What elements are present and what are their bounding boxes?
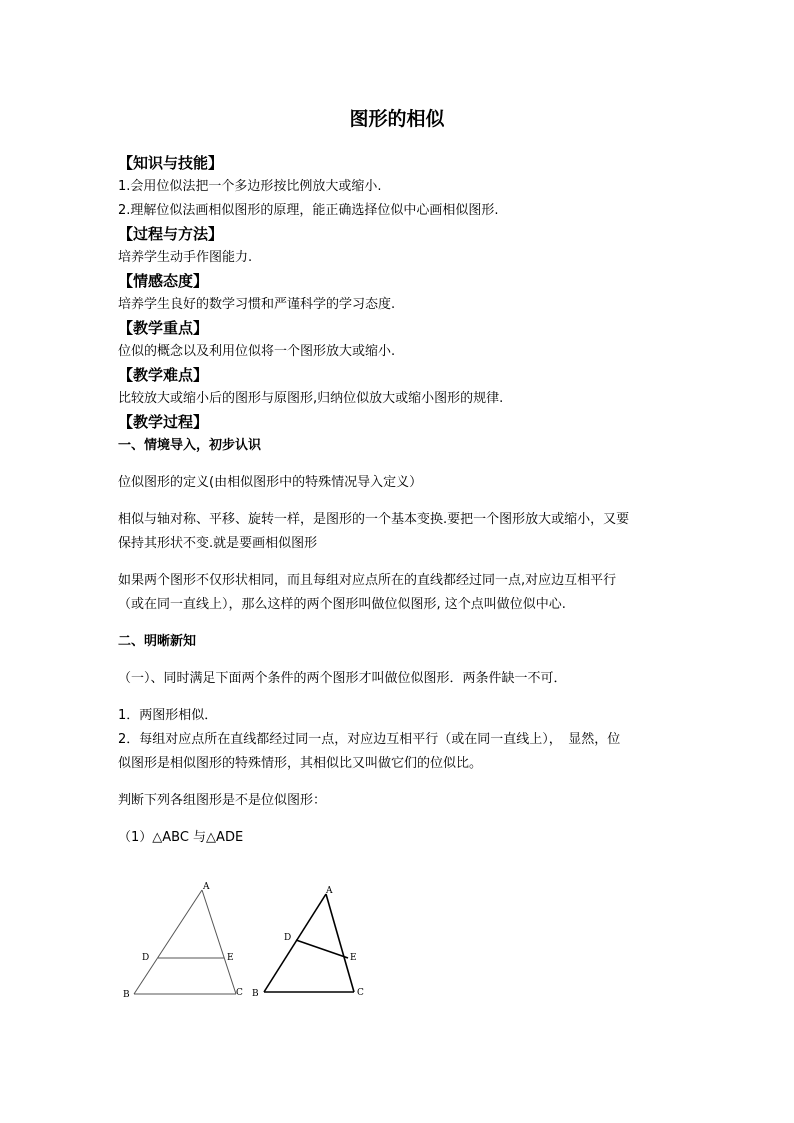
fig1-side-AC [202,890,236,994]
triangle-figures-svg [118,876,378,1006]
figure-1-labels [123,882,243,1000]
figure-2-labels [252,886,364,999]
figure-1 [134,890,236,994]
document-body [118,152,684,850]
part2-conditions [118,704,684,776]
page-title: 图形的相似 [349,108,445,130]
process-item-1: 培养学生动手作图能力. [118,250,253,265]
key-point-item-1: 位似的概念以及利用位似将一个图形放大或缩小. [118,344,396,359]
part1-heading: 一、情境导入，初步认识 [118,438,262,453]
emotion-item-1: 培养学生良好的数学习惯和严谨科学的学习态度. [118,297,396,312]
part2-paragraph-1: （一）、同时满足下面两个条件的两个图形才叫做位似图形．两条件缺一不可． [118,671,567,686]
knowledge-item-1: 1.会用位似法把一个多边形按比例放大或缩小. [118,179,382,194]
fig1-label-b: B [123,990,130,1000]
part1-paragraph-2: 相似与轴对称、平移、旋转一样，是图形的一个基本变换.要把一个图形放大或缩小，又要 保持其形状不变.就是要画相似图形 [118,512,630,551]
knowledge-item-2: 2.理解位似法画相似图形的原理，能正确选择位似中心画相似图形. [118,203,499,218]
difficulty-item-1: 比较放大或缩小后的图形与原图形,归纳位似放大或缩小图形的规律. [118,391,504,406]
process-heading: 【过程与方法】 [118,225,224,243]
teaching-process-heading: 【教学过程】 [118,413,209,431]
fig2-label-a: A [326,886,333,896]
fig1-label-e: E [227,953,234,963]
emotion-heading: 【情感态度】 [118,272,209,290]
condition-2-line-2: 似图形是相似图形的特殊情形，其相似比又叫做它们的位似比。 [118,756,483,771]
fig2-label-b: B [252,989,259,999]
key-point-heading: 【教学重点】 [118,319,209,337]
question-1: （1）△ABC 与△ADE [118,830,244,845]
fig2-label-d: D [284,933,292,943]
fig1-label-a: A [203,882,210,892]
triangle-figures [118,876,378,1006]
condition-1: 1．两图形相似． [118,708,218,723]
part2-heading: 二、明晰新知 [118,634,197,649]
fig2-side-AC [326,894,354,992]
fig2-label-e: E [350,953,357,963]
part1-paragraph-3: 如果两个图形不仅形状相同，而且每组对应点所在的直线都经过同一点,对应边互相平行 （或在同一直线上），那么这样的两个图形叫做位似图形, 这个点叫做位似中心. [118,573,617,612]
fig1-side-AB [134,890,202,994]
fig1-label-d: D [142,953,150,963]
difficulty-heading: 【教学难点】 [118,366,209,384]
condition-2-line-1: 2．每组对应点所在直线都经过同一点，对应边互相平行（或在同一直线上）， 显然，位 [118,732,621,747]
judge-prompt: 判断下列各组图形是不是位似图形： [118,793,327,808]
fig2-label-c: C [357,988,364,998]
fig1-label-c: C [236,988,243,998]
figure-2 [264,894,354,992]
knowledge-heading: 【知识与技能】 [118,154,224,172]
part1-paragraph-1: 位似图形的定义(由相似图形中的特殊情况导入定义） [118,475,423,490]
fig2-side-AB [264,894,326,992]
